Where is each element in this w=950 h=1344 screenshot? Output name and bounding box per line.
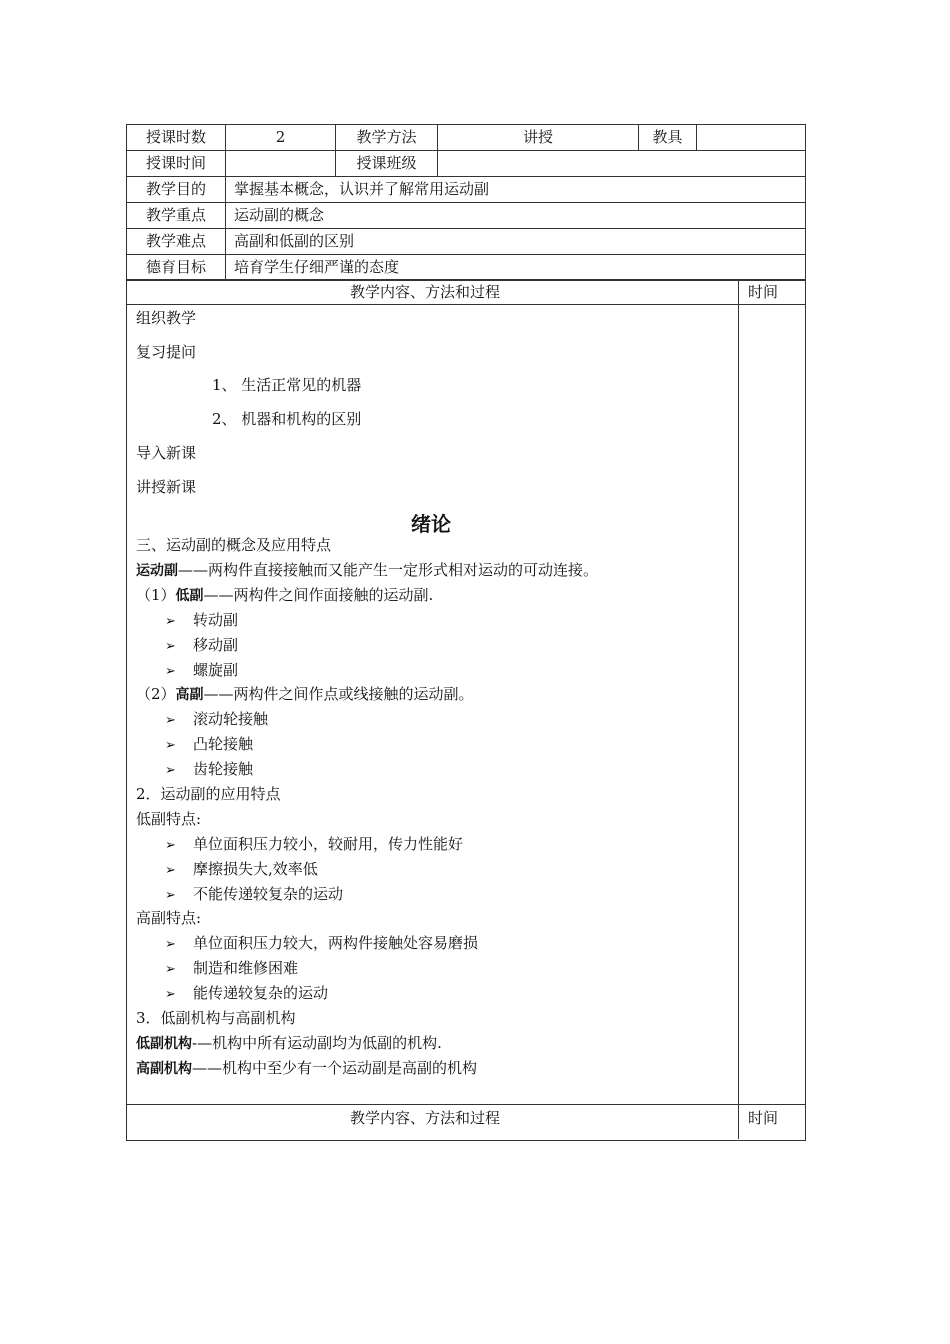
goal-label: 教学目的: [127, 177, 226, 203]
high-mechanism-text: ——机构中至少有一个运动副是高副的机构: [192, 1059, 478, 1077]
arrow-bullet-icon: ➢: [165, 888, 176, 903]
high-pair-line: [136, 684, 474, 705]
list-item-text: 滚动轮接触: [193, 710, 269, 728]
list-item: [165, 859, 318, 881]
low-mechanism-text: -—机构中所有运动副均为低副的机构.: [192, 1034, 442, 1052]
arrow-bullet-icon: ➢: [165, 987, 176, 1002]
header-row-2: [127, 151, 806, 177]
list-item-text: 凸轮接触: [193, 735, 254, 753]
class-value: [438, 151, 806, 177]
arrow-bullet-icon: ➢: [165, 614, 176, 629]
list-item: [165, 884, 343, 906]
tools-value: [697, 125, 806, 151]
list-item-text: 螺旋副: [193, 661, 239, 679]
list-item-text: 摩擦损失大,效率低: [193, 860, 318, 878]
list-item: [165, 983, 328, 1005]
list-item-text: 单位面积压力较大，两构件接触处容易磨损: [193, 934, 479, 952]
list-item: [165, 734, 253, 756]
footer-content-label: 教学内容、方法和过程: [350, 1109, 501, 1127]
key-label: 教学重点: [127, 203, 226, 229]
moral-value: 培育学生仔细严谨的态度: [226, 255, 806, 281]
list-item: [165, 834, 463, 856]
high-pair-prefix: （2）: [136, 685, 176, 703]
arrow-bullet-icon: ➢: [165, 937, 176, 952]
list-item-text: 能传递较复杂的运动: [193, 984, 329, 1002]
low-pair-prefix: （1）: [136, 586, 176, 604]
arrow-bullet-icon: ➢: [165, 664, 176, 679]
footer-header-divider: [126, 1104, 805, 1105]
key-value: 运动副的概念: [226, 203, 806, 229]
header-row-6: [127, 255, 806, 281]
arrow-bullet-icon: ➢: [165, 838, 176, 853]
high-pair-text: ——两构件之间作点或线接触的运动副。: [203, 685, 474, 703]
organize-text: 组织教学: [136, 309, 197, 327]
low-pair-term: 低副: [175, 588, 204, 604]
time-label: 授课时间: [127, 151, 226, 177]
section-heading: 2．运动副的应用特点: [136, 785, 281, 803]
review-item: 2、 机器和机构的区别: [212, 410, 362, 428]
arrow-bullet-icon: ➢: [165, 713, 176, 728]
list-item-text: 单位面积压力较小，较耐用，传力性能好: [193, 835, 464, 853]
list-item: [165, 759, 253, 781]
class-label: 授课班级: [336, 151, 438, 177]
list-item: [165, 660, 238, 682]
intro-text: 导入新课: [136, 444, 197, 462]
high-mechanism-line: [136, 1058, 477, 1079]
list-item: [165, 958, 298, 980]
time-column-divider: [738, 279, 739, 1139]
arrow-bullet-icon: ➢: [165, 863, 176, 878]
list-item: [165, 709, 268, 731]
list-item: [165, 635, 238, 657]
list-item-text: 制造和维修困难: [193, 959, 299, 977]
high-pair-term: 高副: [175, 687, 204, 703]
method-value: 讲授: [438, 125, 639, 151]
low-features-label: 低副特点:: [136, 810, 202, 828]
hours-label: 授课时数: [127, 125, 226, 151]
definition-line: [136, 560, 598, 581]
definition-text: ——两构件直接接触而又能产生一定形式相对运动的可动连接。: [178, 561, 599, 579]
low-pair-line: [136, 585, 433, 606]
method-label: 教学方法: [336, 125, 438, 151]
review-text: 复习提问: [136, 343, 197, 361]
low-mechanism-term: 低副机构: [136, 1036, 192, 1052]
list-item: [165, 610, 238, 632]
list-item-text: 移动副: [193, 636, 239, 654]
high-features-label: 高副特点:: [136, 909, 202, 927]
header-row-4: [127, 203, 806, 229]
section-time-label: 时间: [748, 283, 779, 301]
hours-value: 2: [226, 125, 336, 151]
list-item-text: 不能传递较复杂的运动: [193, 885, 344, 903]
teach-text: 讲授新课: [136, 478, 197, 496]
low-pair-text: ——两构件之间作面接触的运动副.: [203, 586, 434, 604]
review-item: 1、 生活正常见的机器: [212, 376, 362, 394]
definition-term: 运动副: [136, 563, 178, 579]
list-item: [165, 933, 478, 955]
footer-time-label: 时间: [748, 1109, 779, 1127]
time-value: [226, 151, 336, 177]
arrow-bullet-icon: ➢: [165, 738, 176, 753]
header-row-5: [127, 229, 806, 255]
difficulty-label: 教学难点: [127, 229, 226, 255]
low-mechanism-line: [136, 1033, 442, 1054]
arrow-bullet-icon: ➢: [165, 962, 176, 977]
goal-value: 掌握基本概念，认识并了解常用运动副: [226, 177, 806, 203]
moral-label: 德育目标: [127, 255, 226, 281]
section-content-label: 教学内容、方法和过程: [350, 283, 501, 301]
high-mechanism-term: 高副机构: [136, 1061, 192, 1077]
lesson-title: 绪论: [411, 512, 451, 536]
list-item-text: 齿轮接触: [193, 760, 254, 778]
section-heading: 3．低副机构与高副机构: [136, 1009, 296, 1027]
header-row-1: [127, 125, 806, 151]
header-row-3: [127, 177, 806, 203]
difficulty-value: 高副和低副的区别: [226, 229, 806, 255]
header-table: [126, 124, 806, 281]
arrow-bullet-icon: ➢: [165, 639, 176, 654]
section-heading: 三、运动副的概念及应用特点: [136, 536, 332, 554]
tools-label: 教具: [639, 125, 697, 151]
section-header-divider: [126, 304, 805, 305]
arrow-bullet-icon: ➢: [165, 763, 176, 778]
list-item-text: 转动副: [193, 611, 239, 629]
